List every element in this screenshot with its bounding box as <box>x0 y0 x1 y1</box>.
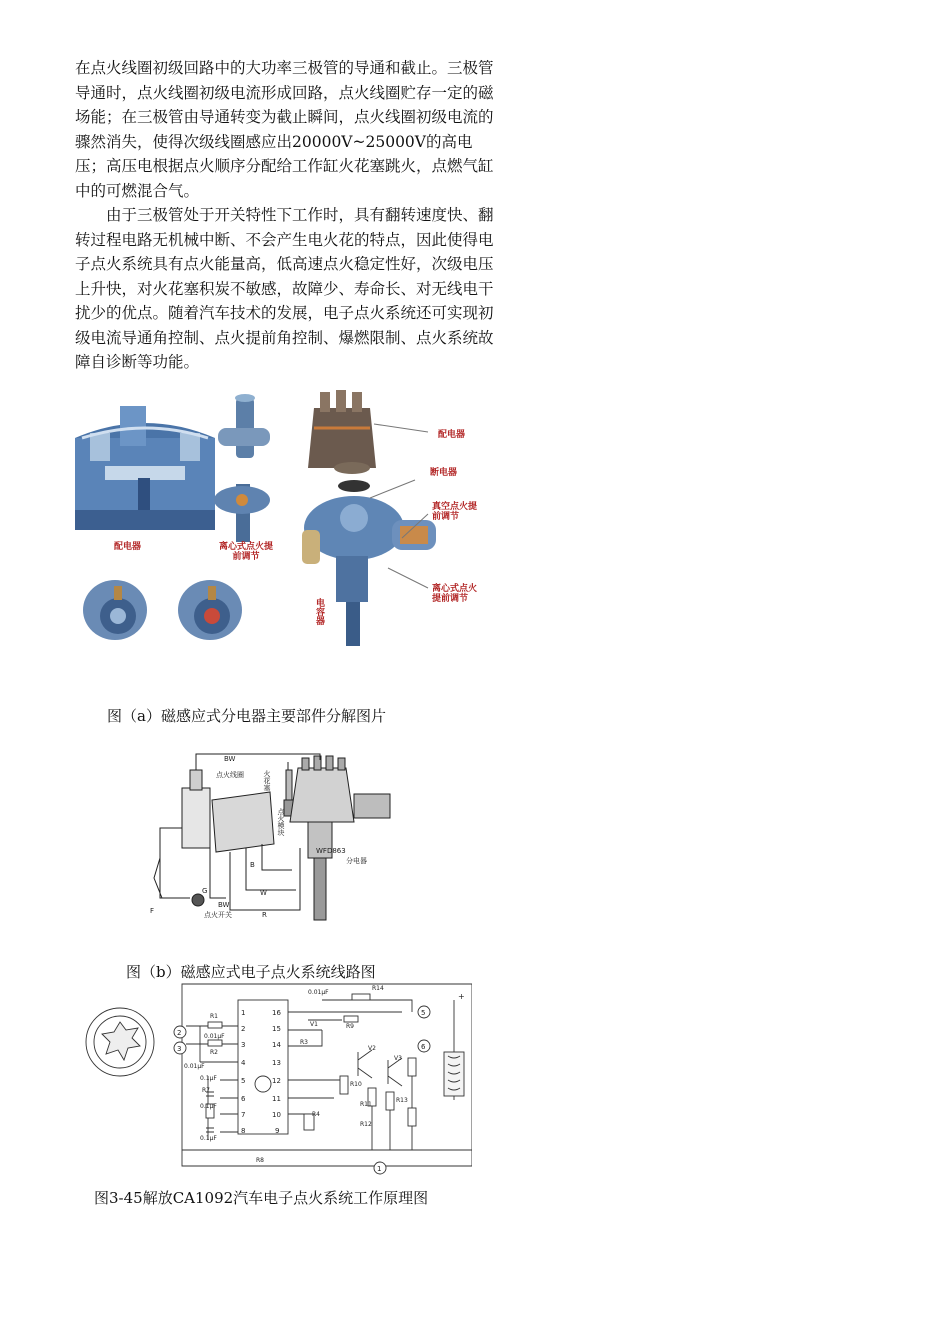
label-v1: V1 <box>310 1021 318 1028</box>
label-v3: V3 <box>394 1055 402 1062</box>
pin-1: 1 <box>241 1009 246 1017</box>
distributor-cap-illustration <box>75 406 215 530</box>
pin-8: 8 <box>241 1127 246 1135</box>
pin-16: 16 <box>272 1009 281 1017</box>
label-c3: 0.01μF <box>308 989 329 996</box>
label-r10: R10 <box>350 1081 362 1088</box>
label-r: R <box>262 911 267 919</box>
label-vacuum-advance: 真空点火提前调节 <box>432 502 478 522</box>
label-r13: R13 <box>396 1097 408 1104</box>
label-spark-plug: 火花塞 <box>263 770 271 791</box>
pin-5: 5 <box>241 1077 246 1085</box>
figure-a-distributor-parts <box>70 388 490 658</box>
pin-6: 6 <box>241 1095 246 1103</box>
label-distributor-cap-left: 配电器 <box>114 542 142 552</box>
label-r4: R4 <box>312 1111 320 1118</box>
label-r2: R2 <box>210 1049 218 1056</box>
label-c2: 0.01μF <box>184 1063 205 1070</box>
label-r9: R9 <box>346 1023 354 1030</box>
figure-b-caption: 图（b）磁感应式电子点火系统线路图 <box>126 963 376 981</box>
paragraph-2: 由于三极管处于开关特性下工作时，具有翻转速度快、翻转过程电路无机械中断、不会产生电火花的特点，因此使得电子点火系统具有点火能量高，低高速点火稳定性好，次级电压上升快，对火花塞积炭不敏感，故障少、寿命长、对无线电干扰少的优点。随着汽车技术的发展，电子点火系统还可实现初级电流导通角控制、点火提前角控制、爆燃限制、点火系统故障自诊断等功能。 <box>75 206 494 371</box>
figure-b-wiring-diagram <box>150 748 410 923</box>
label-c1: 0.01μF <box>204 1033 225 1040</box>
label-model: WFD863 <box>316 847 346 855</box>
node-6: 6 <box>421 1043 426 1051</box>
label-w: W <box>260 889 267 897</box>
figure-c-circuit-diagram <box>82 980 472 1176</box>
body-text <box>75 56 495 375</box>
figure-a-caption: 图（a）磁感应式分电器主要部件分解图片 <box>107 707 386 725</box>
label-distributor: 分电器 <box>346 857 367 865</box>
label-module: 点火模块 <box>277 808 285 836</box>
pin-3: 3 <box>241 1041 246 1049</box>
pin-15: 15 <box>272 1025 281 1033</box>
label-c4: 0.1μF <box>200 1103 217 1110</box>
label-c6: 0.1μF <box>200 1075 217 1082</box>
label-plus: + <box>458 992 465 1001</box>
label-bw-top: BW <box>224 755 236 763</box>
node-3: 3 <box>177 1045 182 1053</box>
advance-shaft-illustration <box>214 394 270 542</box>
pin-4: 4 <box>241 1059 246 1067</box>
pin-11: 11 <box>272 1095 281 1103</box>
label-f: F <box>150 907 155 915</box>
label-r1: R1 <box>210 1013 218 1020</box>
pin-10: 10 <box>272 1111 281 1119</box>
node-5: 5 <box>421 1009 426 1017</box>
label-r7: R7 <box>202 1087 210 1094</box>
label-rotor: 断电器 <box>430 468 458 478</box>
label-r11: R11 <box>360 1101 372 1108</box>
paragraph-1: 在点火线圈初级回路中的大功率三极管的导通和截止。三极管导通时，点火线圈初级电流形成回路，点火线圈贮存一定的磁场能；在三极管由导通转变为截止瞬间，点火线圈初级电流的骤然消失，使得次级线圈感应出20000V~25000V的高电压；高压电根据点火顺序分配给工作缸火花塞跳火，点燃气缸中的可燃混合气。 <box>75 59 494 200</box>
label-bw-bottom: BW <box>218 901 230 909</box>
label-g: G <box>202 887 208 895</box>
label-b: B <box>250 861 255 869</box>
label-v2: V2 <box>368 1045 376 1052</box>
pin-7: 7 <box>241 1111 246 1119</box>
label-coil: 点火线圈 <box>216 771 244 779</box>
label-r3: R3 <box>300 1039 308 1046</box>
label-r14: R14 <box>372 985 384 992</box>
node-1: 1 <box>377 1165 382 1173</box>
figure-c-caption: 图3-45解放CA1092汽车电子点火系统工作原理图 <box>94 1189 429 1207</box>
pin-14: 14 <box>272 1041 281 1049</box>
pin-2: 2 <box>241 1025 246 1033</box>
rotor-illustrations <box>83 580 242 640</box>
label-distributor-cap-right: 配电器 <box>438 430 466 440</box>
pin-9: 9 <box>275 1127 280 1135</box>
pin-12: 12 <box>272 1077 281 1085</box>
label-r12: R12 <box>360 1121 372 1128</box>
label-r8: R8 <box>256 1157 264 1164</box>
label-centrifugal-advance-right: 离心式点火提前调节 <box>432 584 478 604</box>
label-centrifugal-advance-left: 离心式点火提前调节 <box>218 542 273 562</box>
label-c5: 0.1μF <box>200 1135 217 1142</box>
pin-13: 13 <box>272 1059 281 1067</box>
node-2: 2 <box>177 1029 182 1037</box>
label-capacitor: 电容器 <box>314 598 324 625</box>
label-switch: 点火开关 <box>204 911 232 919</box>
figure-a-illustration <box>70 388 490 658</box>
